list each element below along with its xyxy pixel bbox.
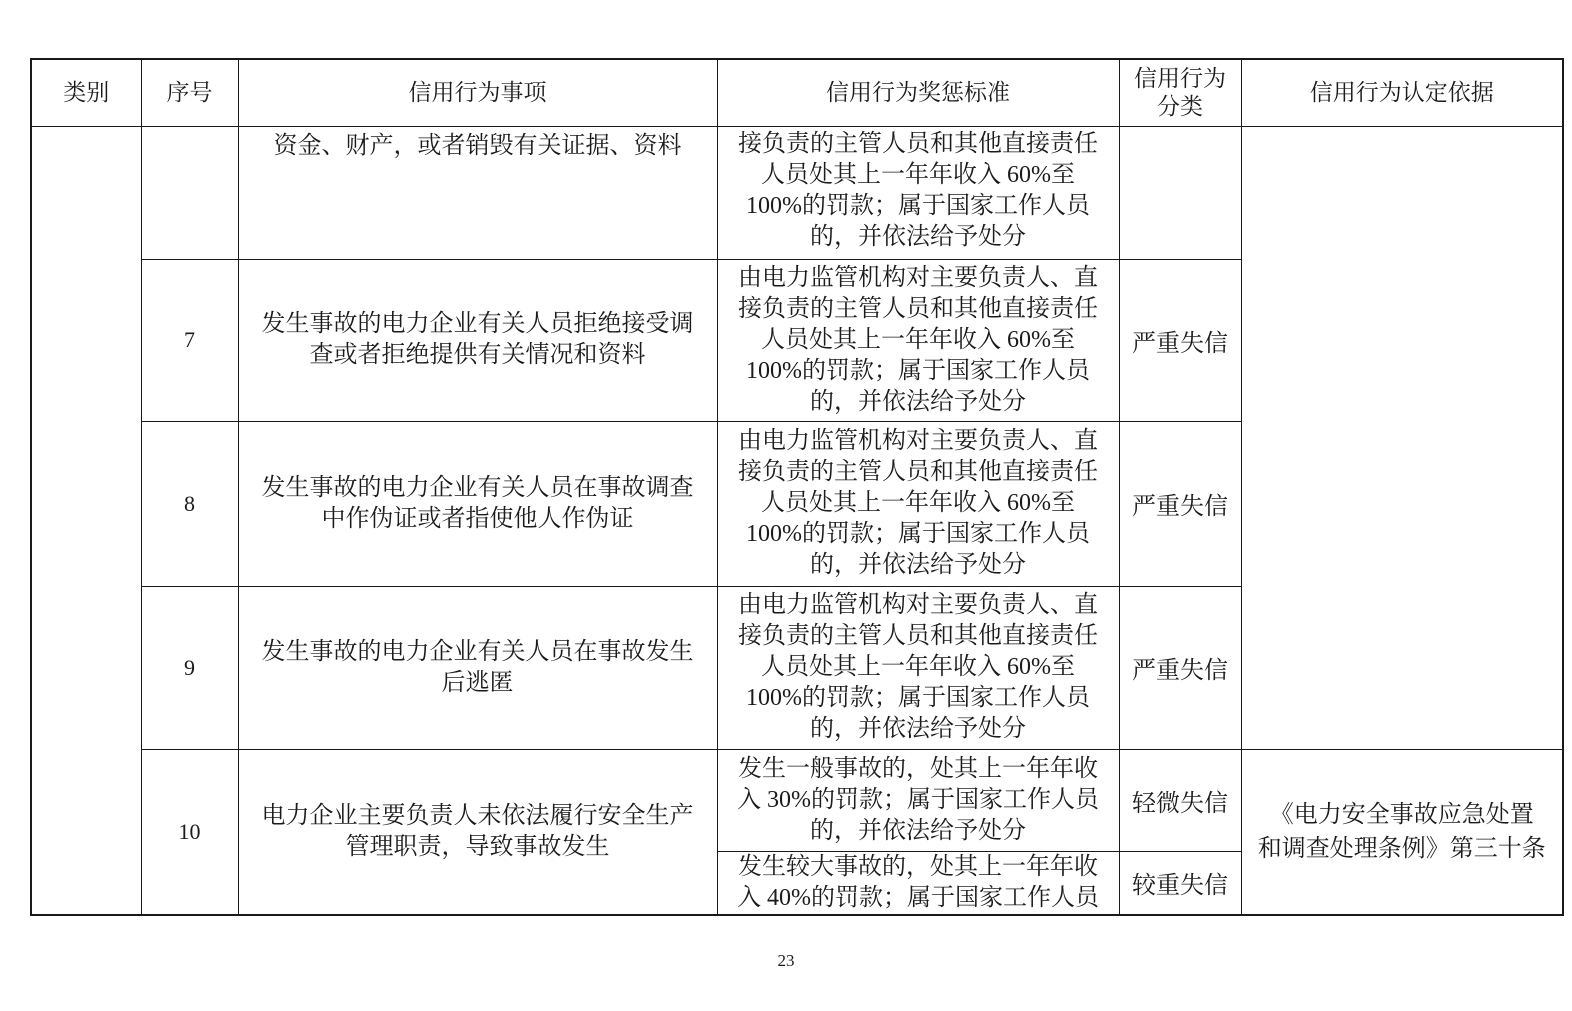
classification-cell: 轻微失信 (1119, 749, 1241, 851)
classification-cell: 严重失信 (1119, 259, 1241, 421)
header-seq: 序号 (141, 59, 238, 126)
item-cell: 发生事故的电力企业有关人员拒绝接受调 查或者拒绝提供有关情况和资料 (238, 259, 717, 421)
credit-behavior-table (30, 58, 1564, 916)
standard-cell: 由电力监管机构对主要负责人、直 接负责的主管人员和其他直接责任 人员处其上一年年收入 60%至 100%的罚款；属于国家工作人员 的，并依法给予处分 (717, 586, 1119, 749)
seq-cell: 8 (141, 421, 238, 586)
standard-cell: 发生一般事故的，处其上一年年收 入 30%的罚款；属于国家工作人员 的，并依法给予处分 (717, 749, 1119, 851)
classification-cell: 严重失信 (1119, 421, 1241, 586)
page-number: 23 (777, 951, 795, 970)
item-cell: 资金、财产，或者销毁有关证据、资料 (238, 126, 717, 259)
classification-cell (1119, 126, 1241, 259)
table-row (31, 126, 1563, 259)
table-header-row (31, 59, 1563, 126)
item-cell: 电力企业主要负责人未依法履行安全生产 管理职责，导致事故发生 (238, 749, 717, 915)
seq-cell: 9 (141, 586, 238, 749)
item-cell: 发生事故的电力企业有关人员在事故调查 中作伪证或者指使他人作伪证 (238, 421, 717, 586)
item-cell: 发生事故的电力企业有关人员在事故发生 后逃匿 (238, 586, 717, 749)
seq-cell (141, 126, 238, 259)
standard-cell: 由电力监管机构对主要负责人、直 接负责的主管人员和其他直接责任 人员处其上一年年收入 60%至 100%的罚款；属于国家工作人员 的，并依法给予处分 (717, 421, 1119, 586)
seq-cell: 10 (141, 749, 238, 915)
header-basis: 信用行为认定依据 (1241, 59, 1563, 126)
table-row (31, 749, 1563, 851)
classification-cell: 较重失信 (1119, 851, 1241, 915)
header-category: 类别 (31, 59, 141, 126)
basis-cell (1241, 126, 1563, 749)
standard-cell: 发生较大事故的，处其上一年年收 入 40%的罚款；属于国家工作人员 (717, 851, 1119, 915)
basis-cell: 《电力安全事故应急处置 和调查处理条例》第三十条 (1241, 749, 1563, 915)
header-item: 信用行为事项 (238, 59, 717, 126)
seq-cell: 7 (141, 259, 238, 421)
classification-cell: 严重失信 (1119, 586, 1241, 749)
category-cell (31, 126, 141, 915)
header-standard: 信用行为奖惩标准 (717, 59, 1119, 126)
standard-cell: 接负责的主管人员和其他直接责任 人员处其上一年年收入 60%至 100%的罚款；属于国家工作人员 的，并依法给予处分 (717, 126, 1119, 259)
header-classification: 信用行为 分类 (1119, 59, 1241, 126)
standard-cell: 由电力监管机构对主要负责人、直 接负责的主管人员和其他直接责任 人员处其上一年年收入 60%至 100%的罚款；属于国家工作人员 的，并依法给予处分 (717, 259, 1119, 421)
